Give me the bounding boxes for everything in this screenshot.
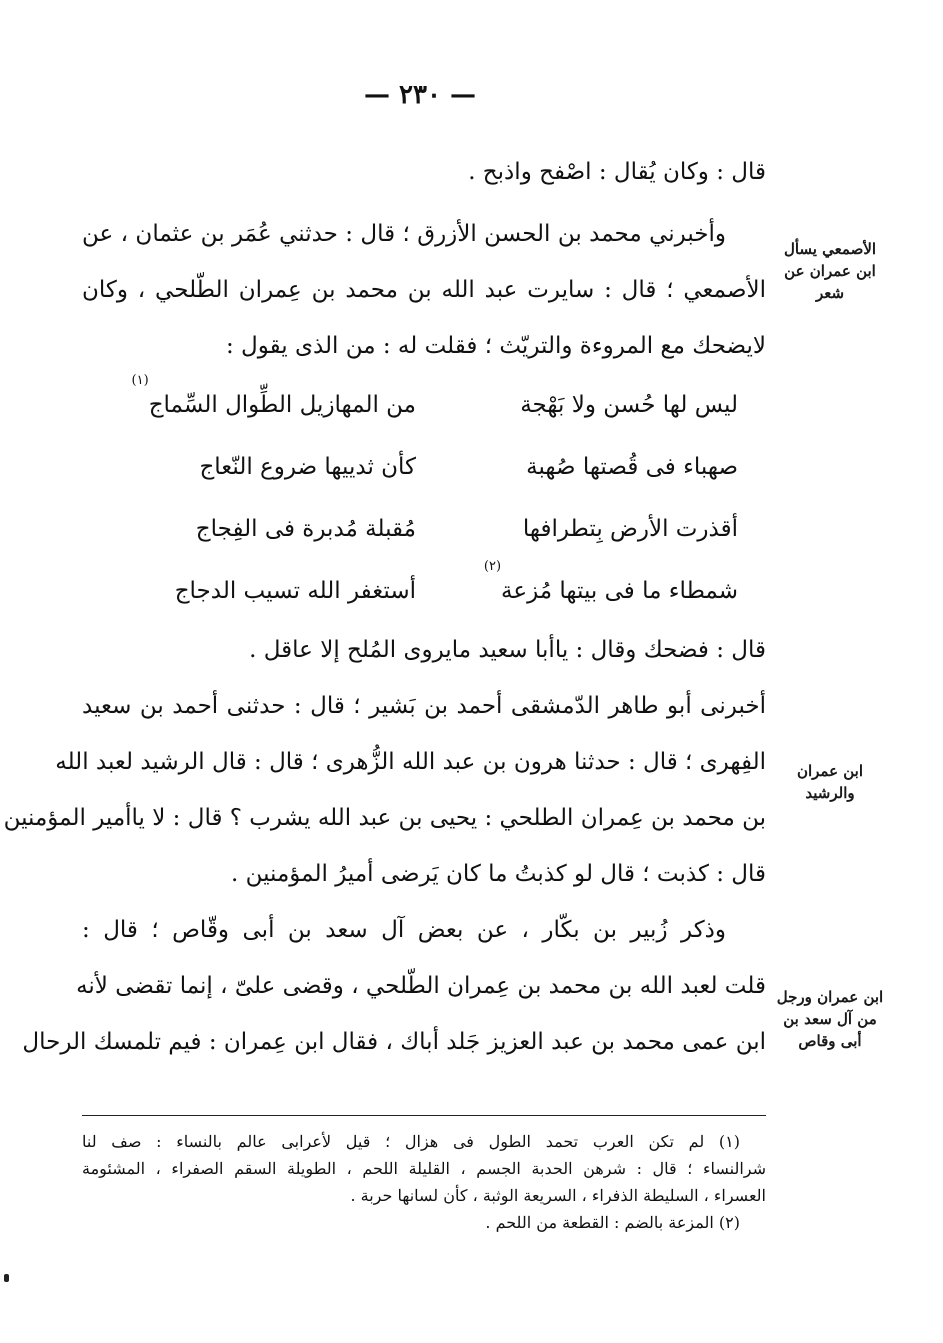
paragraph-line: قال : وكان يُقال : اصْفح واذبح . [468,159,766,185]
footnote-line: (٢) المزعة بالضم : القطعة من اللحم . [485,1213,740,1232]
poem-verse [82,374,766,436]
verse-first-hemistich [448,560,738,622]
margin-note-rashid: ابن عمران والرشيد [796,762,864,802]
verse-second-hemistich [86,374,416,436]
verse-second-hemistich: مُقبلة مُدبرة فى الفِجاج [195,516,416,542]
page-number: — ٢٣٠ — [363,80,477,110]
footnote-marker: (٢) [483,559,502,574]
poem-verse [82,498,766,560]
verse-second-hemistich: كأن ثدييها ضروع النّعاج [199,454,416,480]
footnote-line: (١) لم تكن العرب تحمد الطول فى هزال ؛ قيل لأعرابى عالم بالنساء : صف لنا [82,1132,740,1151]
paragraph-line: الفِهرى ؛ قال : حدثنا هرون بن عبد الله الزُّهرى ؛ قال : قال الرشيد لعبد الله [55,749,766,775]
footnote-line: شرالنساء ؛ قال : شرهن الحدبة الجسم ، القليلة اللحم ، الطويلة السقم الصفراء ، المشئومة [82,1159,767,1178]
verse-first-hemistich: صهباء فى قُصتها صُهبة [526,454,738,480]
paragraph-line: وذكر زُبير بن بكّار ، عن بعض آل سعد بن أبى وقّاص ؛ قال : [82,917,726,943]
verse-text: شمطاء ما فى بيتها مُزعة [501,578,738,604]
paragraph-line: الأصمعي ؛ قال : سايرت عبد الله بن محمد بن عِمران الطّلحي ، وكان [82,277,766,303]
footnote-separator [82,1115,766,1116]
footnote-marker: (١) [131,373,149,388]
paragraph-line: لايضحك مع المروءة والتريّث ؛ فقلت له : من الذى يقول : [225,333,766,359]
poem-verse [82,436,766,498]
verse-second-hemistich: أستغفر الله تسيب الدجاج [174,578,416,604]
verse-first-hemistich: ليس لها حُسن ولا بَهْجة [520,392,738,418]
paragraph-line: قال : فضحك وقال : ياأبا سعيد مايروى المُلح إلا عاقل . [249,637,766,663]
paragraph-line: قلت لعبد الله بن محمد بن عِمران الطّلحي ، وقضى علىّ ، إنما تقضى لأنه [76,973,766,999]
paragraph-line: ابن عمى محمد بن عبد العزيز جَلد أباك ، فقال ابن عِمران : فيم تلمسك الرحال [22,1029,766,1055]
main-text [3,144,766,1070]
margin-note-asmai: الأصمعي يسأل ابن عمران عن شعر [783,240,877,302]
footnotes [82,1128,766,1236]
paragraph-line: بن محمد بن عِمران الطلحي : يحيى بن عبد الله يشرب ؟ قال : لا ياأمير المؤمنين [3,805,766,831]
paragraph-line: أخبرنى أبو طاهر الدّمشقى أحمد بن بَشير ؛ قال : حدثنى أحمد بن سعيد [82,693,766,719]
paragraph-line: قال : كذبت ؛ قال لو كذبتُ ما كان يَرضى أميرُ المؤمنين . [230,861,766,887]
margin-note-saad: ابن عمران ورجل من آل سعد بن أبى وقاص [776,988,884,1050]
scan-mark [4,1274,9,1282]
poem-verse [82,560,766,622]
verse-text: من المهازيل الطِّوال السِّماج [148,392,416,418]
footnote-line: العسراء ، السليطة الذفراء ، السريعة الوثبة ، كأن لسانها حربة . [350,1186,766,1205]
verse-first-hemistich: أقذرت الأرض بِتطرافها [522,516,738,542]
paragraph-line: وأخبرني محمد بن الحسن الأزرق ؛ قال : حدثني عُمَر بن عثمان ، عن [82,221,726,247]
